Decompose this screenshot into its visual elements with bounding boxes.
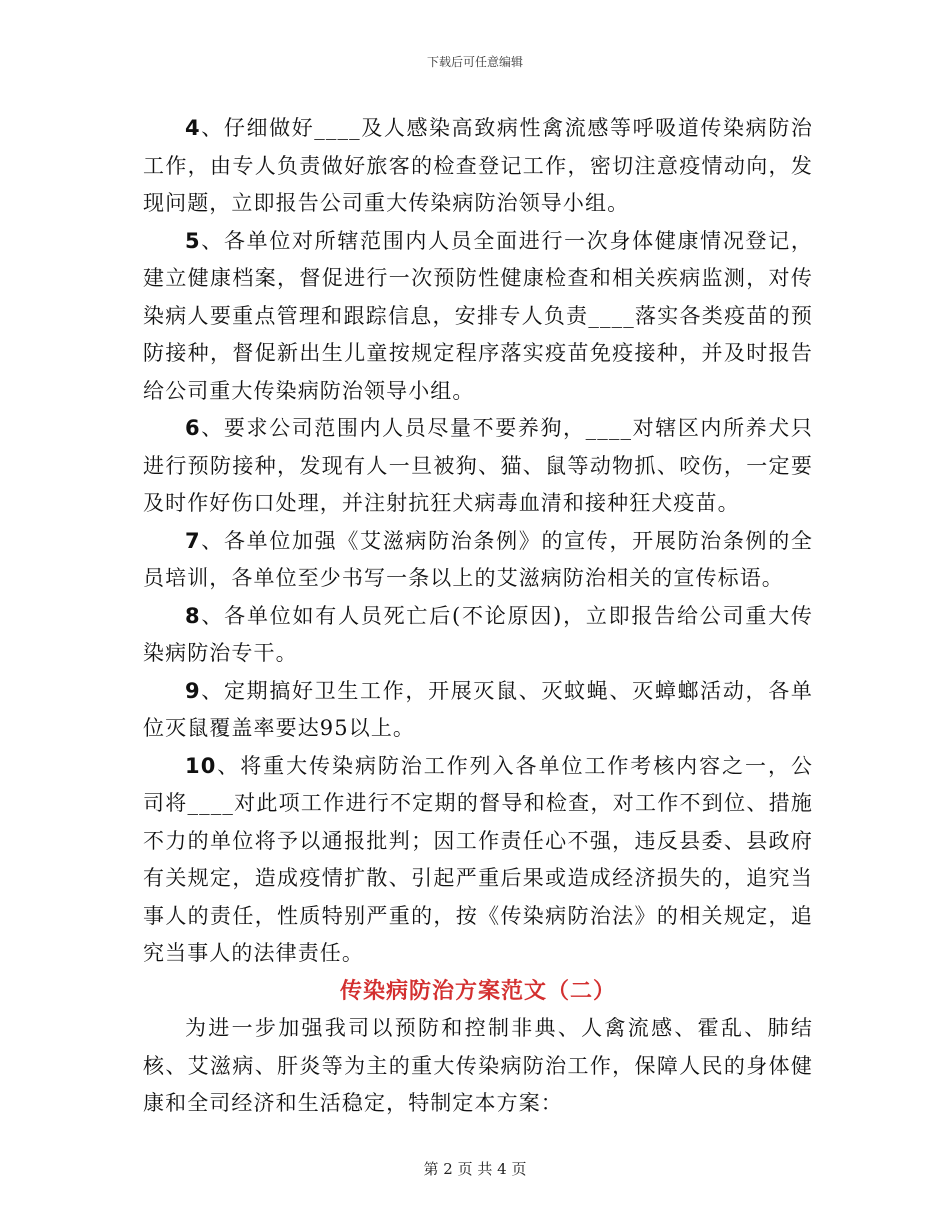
item-text: 、要求公司范围内人员尽量不要养狗，____对辖区内所养犬只进行预防接种，发现有人一旦被狗、猫、鼠等动物抓、咬伤，一定要及时作好伤口处理，并注射抗狂犬病毒血清和接种狂犬疫苗。	[143, 416, 813, 515]
section-title: 传染病防治方案范文（二）	[339, 977, 616, 1004]
intro-paragraph: 为进一步加强我司以预防和控制非典、人禽流感、霍乱、肺结核、艾滋病、肝炎等为主的重大传染病防治工作，保障人民的身体健康和全司经济和生活稳定，特制定本方案：	[143, 1016, 813, 1115]
list-item-10	[143, 748, 813, 973]
list-item-5	[143, 223, 813, 411]
item-number: 4	[185, 116, 201, 140]
list-item-4	[143, 110, 813, 223]
item-text: 、各单位如有人员死亡后(不论原因)，立即报告给公司重大传染病防治专干。	[143, 603, 813, 665]
item-number: 9	[185, 678, 201, 703]
page-header: 下载后可任意编辑	[426, 55, 523, 69]
item-number: 6	[185, 416, 201, 440]
item-text: 、仔细做好____及人感染高致病性禽流感等呼吸道传染病防治工作，由专人负责做好旅客的检查登记工作，密切注意疫情动向，发现问题，立即报告公司重大传染病防治领导小组。	[143, 116, 813, 215]
list-item-7	[143, 523, 813, 598]
item-text: 、各单位对所辖范围内人员全面进行一次身体健康情况登记，建立健康档案，督促进行一次预防性健康检查和相关疾病监测，对传染病人要重点管理和跟踪信息，安排专人负责____落实各类疫苗的预防接种，督促新出生儿童按规定程序落实疫苗免疫接种，并及时报告给公司重大传染病防治领导小组。	[143, 228, 813, 403]
document-body	[143, 110, 813, 1123]
item-number: 10	[185, 753, 217, 778]
item-number: 8	[185, 603, 201, 628]
item-text: 、将重大传染病防治工作列入各单位工作考核内容之一，公司将____对此项工作进行不定期的督导和检查，对工作不到位、措施不力的单位将予以通报批判；因工作责任心不强，违反县委、县政府有关规定，造成疫情扩散、引起严重后果或造成经济损失的，追究当事人的责任，性质特别严重的，按《传染病防治法》的相关规定，追究当事人的法律责任。	[143, 753, 813, 965]
item-text: 、定期搞好卫生工作，开展灭鼠、灭蚊蝇、灭蟑螂活动，各单位灭鼠覆盖率要达95以上。	[143, 678, 813, 740]
item-text: 、各单位加强《艾滋病防治条例》的宣传，开展防治条例的全员培训，各单位至少书写一条以上的艾滋病防治相关的宣传标语。	[143, 528, 813, 590]
list-item-6	[143, 410, 813, 523]
page-footer: 第 2 页 共 4 页	[423, 1160, 527, 1178]
list-item-8	[143, 598, 813, 673]
item-number: 7	[185, 528, 201, 553]
item-number: 5	[185, 228, 201, 253]
list-item-9	[143, 673, 813, 748]
